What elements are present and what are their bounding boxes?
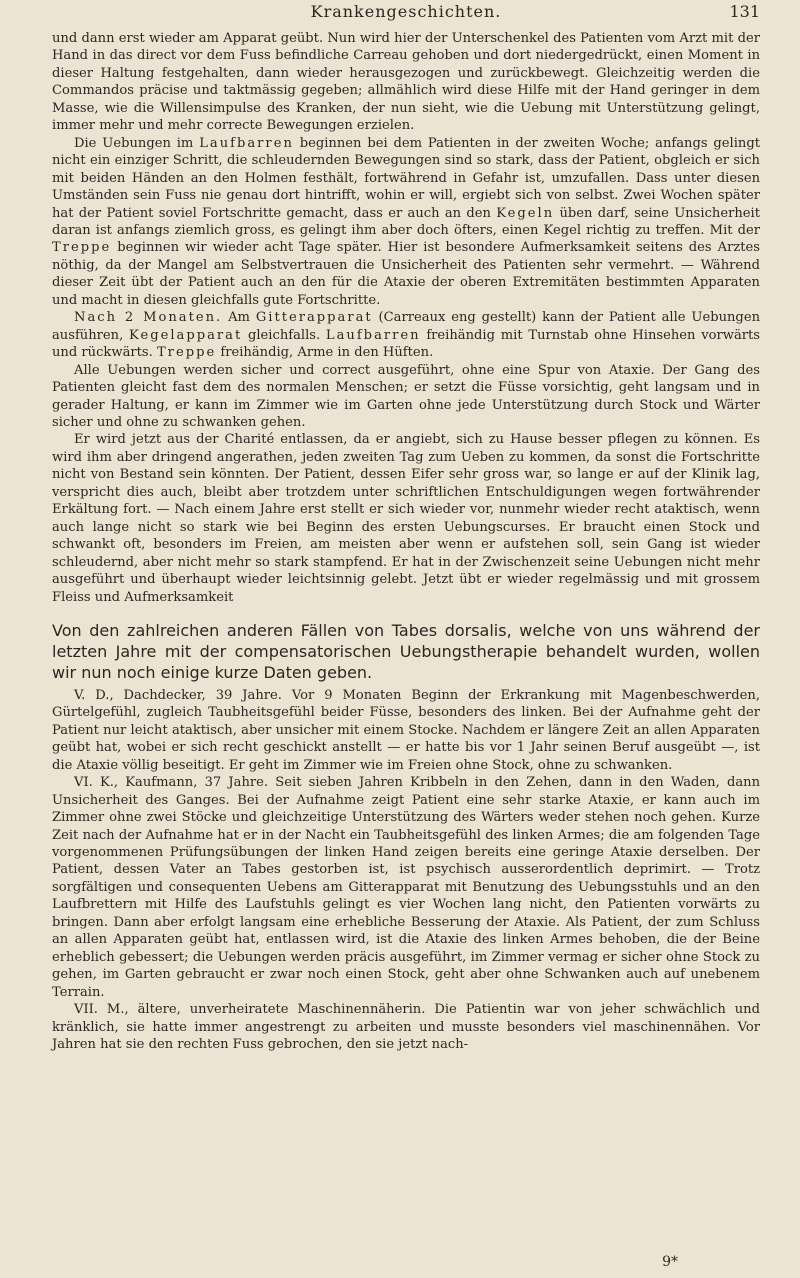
spaced-term: Treppe bbox=[52, 240, 112, 256]
spaced-term: Kegeln bbox=[496, 205, 555, 221]
paragraph-laufbarren bbox=[52, 135, 760, 310]
case-report-vi: VI. K., Kaufmann, 37 Jahre. Seit sieben Jahren Kribbeln in den Zehen, dann in den Waden, dann Unsicherheit des Ganges. Bei der Aufnahme zeigt Patient eine sehr starke Ataxie, er kann auch im Zimmer ohne zwei Stöcke und gleichzeitige Unterstützung des Wärters weder stehen noch gehen. Kurze Zeit nach der Aufnahme hat er in der Nacht ein Taubheitsgefühl des linken Armes; die am folgenden Tage vorgenommenen Prüfungsübungen der linken Hand zeigen bereits eine geringe Ataxie derselben. Der Patient, dessen Vater an Tabes gestorben ist, ist psychisch ausserordentlich deprimirt. — Trotz sorgfältigen und consequenten Uebens am Gitterapparat mit Benutzung des Uebungsstuhls und an den Laufbrettern mit Hilfe des Laufstuhls gelingt es vier Wochen lang nicht, den Patienten vorwärts zu bringen. Dann aber erfolgt langsam eine erhebliche Besserung der Ataxie. Als Patient, der zum Schluss an allen Apparaten geübt hat, entlassen wird, ist die Ataxie des linken Armes behoben, die der Beine erheblich gebessert; die Uebungen werden präcis ausgeführt, im Zimmer vermag er sicher ohne Stock zu gehen, im Garten gebraucht er zwar noch einen Stock, geht aber ohne Schwanken auch auf unebenem Terrain. bbox=[52, 775, 760, 1000]
section-intro-text: Von den zahlreichen anderen Fällen von Tabes dorsalis, welche von uns während der letzten Jahre mit der compensatorischen Uebungstherapie behandelt wurden, wollen wir nun noch einige kurze Daten geben. bbox=[52, 620, 760, 682]
spaced-term: Kegelapparat bbox=[129, 327, 243, 343]
section-intro bbox=[52, 620, 760, 683]
spaced-term: Gitterapparat bbox=[255, 310, 373, 326]
paragraph-text: (Carreaux eng gestellt) kann der Patient alle Uebungen ausführen, bbox=[52, 310, 760, 343]
running-head bbox=[52, 0, 760, 30]
spaced-term: Laufbarren bbox=[325, 327, 421, 343]
spaced-term: Treppe bbox=[156, 345, 217, 361]
case-reports bbox=[52, 687, 760, 1054]
paragraph-text: Die Uebungen im bbox=[74, 135, 200, 151]
paragraph-text: Am bbox=[222, 310, 256, 326]
paragraph-text: gleichfalls. bbox=[242, 327, 326, 343]
spaced-term: Laufbarren bbox=[199, 135, 294, 151]
body-text bbox=[52, 30, 760, 606]
paragraph-continuation: und dann erst wieder am Apparat geübt. Nun wird hier der Unterschenkel des Patienten vom Arzt mit der Hand in das direct vor dem Fuss befindliche Carreau gehoben und dort niedergedrückt, einen Moment in dieser Haltung festgehalten, dann wieder herausgezogen und zurückbewegt. Gleichzeitig werden die Commandos präcise und taktmässig gegeben; allmählich wird diese Hilfe mit der Hand geringer in dem Masse, wie die Willensimpulse des Kranken, der nun sieht, wie die Uebung mit Unterstützung gelingt, immer mehr und mehr correcte Bewegungen erzielen. bbox=[52, 31, 760, 134]
paragraph-text: beginnen bei dem Patienten in der zweiten Woche; anfangs gelingt nicht ein einziger Schritt, die schleudernden Bewegungen sind so stark, dass der Patient, obgleich er sich mit beiden Händen an den Holmen festhält, fortwährend in Gefahr ist, umzufallen. Dass unter diesen Umständen sein Fuss nie genau dort hintrifft, wohin er will, ergiebt sich von selbst. Zwei Wochen später hat der Patient soviel Fortschritte gemacht, dass er auch an den bbox=[52, 135, 760, 221]
running-title: Krankengeschichten. bbox=[310, 2, 502, 21]
paragraph-text: freihändig, Arme in den Hüften. bbox=[216, 345, 434, 361]
printer-signature: 9* bbox=[662, 1254, 678, 1270]
paragraph-text: beginnen wir wieder acht Tage später. Hier ist besondere Aufmerksamkeit seitens des Arztes nöthig, da der Mangel am Selbstvertrauen die Unsicherheit des Patienten sehr vermehrt. — Während dieser Zeit übt der Patient auch an den für die Ataxie der oberen Extremitäten bestimmten Apparaten und macht in diesen gleichfalls gute Fortschritte. bbox=[52, 240, 760, 308]
paragraph-exercises: Alle Uebungen werden sicher und correct ausgeführt, ohne eine Spur von Ataxie. Der Gang des Patienten gleicht fast dem des normalen Menschen; er setzt die Füsse vorsichtig, geht langsam und in gerader Haltung, er kann im Zimmer wie im Garten ohne jede Unterstützung durch Stock und Wärter sicher und ohne zu schwanken gehen. bbox=[52, 362, 760, 430]
case-report-vii: VII. M., ältere, unverheiratete Maschinennäherin. Die Patientin war von jeher schwächlich und kränklich, sie hatte immer angestrengt zu arbeiten und musste besonders viel maschinennähen. Vor Jahren hat sie den rechten Fuss gebrochen, den sie jetzt nach- bbox=[52, 1002, 760, 1053]
paragraph-text: üben darf, seine Unsicherheit daran ist anfangs ziemlich gross, es gelingt ihm aber doch öfters, einen Kegel richtig zu treffen. Mit der bbox=[52, 205, 760, 238]
paragraph-discharge: Er wird jetzt aus der Charité entlassen, da er angiebt, sich zu Hause besser pflegen zu können. Es wird ihm aber dringend angerathen, jeden zweiten Tag zum Ueben zu kommen, da sonst die Fortschritte nicht von Bestand sein könnten. Der Patient, dessen Eifer sehr gross war, so lange er auf der Klinik lag, verspricht dies auch, bleibt aber trotzdem unter schriftlichen Entschuldigungen wegen fortwährender Erkältung fort. — Nach einem Jahre erst stellt er sich wieder vor, nunmehr wieder recht ataktisch, wenn auch lange nicht so stark wie bei Beginn des ersten Uebungscurses. Er braucht einen Stock und schwankt oft, besonders im Freien, am meisten aber wenn er aufstehen soll, sein Gang ist wieder schleudernd, aber nicht mehr so stark stampfend. Er hat in der Zwischenzeit seine Uebungen nicht mehr ausgeführt und überhaupt wieder leichtsinnig gelebt. Jetzt übt er wieder regelmässig und mit grossem Fleiss und Aufmerksamkeit bbox=[52, 432, 760, 605]
spaced-term: Nach 2 Monaten. bbox=[74, 310, 223, 326]
case-report-v: V. D., Dachdecker, 39 Jahre. Vor 9 Monaten Beginn der Erkrankung mit Magenbeschwerden, Gürtelgefühl, zugleich Taubheitsgefühl beider Füsse, besonders des linken. Bei der Aufnahme geht der Patient nur leicht ataktisch, aber unsicher mit einem Stocke. Nachdem er längere Zeit an allen Apparaten geübt hat, wobei er sich recht geschickt anstellt — er hatte bis vor 1 Jahr seinen Beruf ausgeübt —, ist die Ataxie völlig beseitigt. Er geht im Zimmer wie im Freien ohne Stock, ohne zu schwanken. bbox=[52, 687, 760, 773]
page-number: 131 bbox=[729, 2, 760, 21]
paragraph-two-months bbox=[52, 309, 760, 361]
paragraph-text: freihändig mit Turnstab ohne Hinsehen vorwärts und rückwärts. bbox=[52, 327, 761, 361]
